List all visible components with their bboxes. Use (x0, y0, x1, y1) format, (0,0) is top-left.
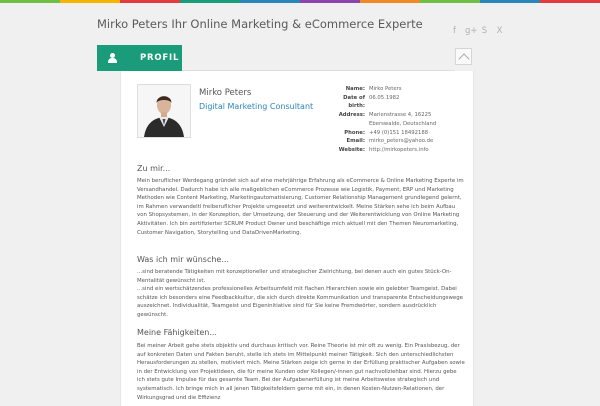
contact-info (331, 85, 439, 155)
skype-icon[interactable]: S (481, 26, 488, 36)
wish-paragraph-2: ...sind ein wertschätzendes professionelles Arbeitsumfeld mit flachen Hierarchien sowie ein gelebter Teamgeist. Dabei schätze ich besonders eine Feedbackkultur, die sich durch direkte Kommunikation und transparente Entscheidungswege auszeichnet. Individualität, Teamgeist und Eigeninitiative sind für Sie keine Fremdwörter, sondern ausdrücklich gewünscht. (137, 286, 463, 318)
profile-photo (137, 84, 191, 138)
about-heading: Zu mir... (137, 164, 171, 173)
wish-heading: Was ich mir wünsche... (137, 255, 229, 264)
color-bar-segment (60, 0, 120, 3)
info-value: Eberswalde, Deutschland (369, 120, 437, 127)
skills-paragraph: Bei meiner Arbeit gehe stets objektiv und durchaus kritisch vor. Reine Theorie ist mir oft zu wenig. Ein Praxisbezug, der auf konkreten Daten und Fakten beruht, stelle ich stets im Mittelpunkt meiner Tätigkeit. Sich den unterschiedlichsten Herausforderungen zu stellen, motiviert mich. Meine Stärken zeige ich gerne in der Erfüllung praktischer Aufgaben sowie in der Entwicklung von Projektideen, die für meine Kunden oder Kollegen/-innen gut nachvollziehbar sind. Hierzu gebe ich stets gute Impulse für das gesamte Team. Bei der Aufgabenerfüllung ist meine Arbeitsweise strategisch und systematisch. Ich bringe mich in all jenen Tätigkeitsfeldern gerne mit ein, in denen Kosten-Nutzen-Relationen, der Wirkungsgrad und die Effizienz (137, 343, 465, 401)
website-link[interactable]: http://mirkopeters.info (369, 146, 429, 153)
info-key (331, 120, 369, 129)
google-plus-icon[interactable]: g+ (465, 26, 478, 36)
color-bar (0, 0, 600, 3)
color-bar-segment (360, 0, 420, 3)
facebook-icon[interactable]: f (453, 26, 456, 36)
tab-profil[interactable] (97, 45, 182, 71)
info-row (331, 111, 439, 120)
color-bar-segment (480, 0, 540, 3)
profile-name: Mirko Peters (199, 88, 252, 98)
color-bar-segment (420, 0, 480, 3)
info-row (331, 85, 439, 94)
color-bar-segment (540, 0, 600, 3)
xing-icon[interactable]: X (496, 26, 503, 36)
info-key: Email: (346, 138, 365, 145)
info-row (331, 120, 439, 129)
about-paragraph: Mein beruflicher Werdegang gründet sich auf eine mehrjährige Erfahrung als eCommerce & Online Marketing Experte im Versandhandel. Dadurch habe ich alle maßgeblichen eCommerce Prozesse wie Logistik, Payment, ERP und Marketing Methoden wie Content Marketing, Marketingautomatisierung, Customer Relationship Management grundlegend gelernt, im Rahmen verwandeltl freiberuflicher Projekte umgesetzt und weiterentwickelt. Meine Stärken sehe ich beim Aufbau von Shopsystemen, in der Konzeption, der Umsetzung, der Steuerung und der Weiterentwicklung von Online Marketing Aktivitäten. Ich bin zertifizierter SCRUM Product Owner und beschäftige mich aktuell mit den Themen Neuromarketing, Customer Navigation, Storytelling und DataDrivenMarketing. (137, 178, 464, 236)
info-value: 06.05.1982 (369, 94, 400, 101)
portrait-image (138, 85, 190, 137)
color-bar-segment (120, 0, 180, 3)
info-key: Address: (338, 112, 365, 119)
info-value: Marienstrasse 4, 16225 (369, 112, 432, 119)
color-bar-segment (300, 0, 360, 3)
info-key: Date of (343, 94, 365, 101)
info-key: Phone: (344, 129, 365, 136)
info-value: Mirko Peters (369, 86, 402, 92)
info-value[interactable]: mirko_peters@yahoo.de (369, 138, 434, 145)
color-bar-segment (240, 0, 300, 3)
user-icon (107, 53, 118, 63)
info-row (331, 102, 439, 111)
color-bar-segment (0, 0, 60, 3)
info-key: Website: (338, 146, 365, 153)
profile-role: Digital Marketing Consultant (199, 102, 314, 111)
site-title[interactable]: Mirko Peters Ihr Online Marketing & eCommerce Experte (97, 17, 423, 31)
info-key: birth: (348, 103, 365, 110)
info-row (331, 146, 439, 155)
tab-profil-label: PROFIL (140, 53, 180, 63)
info-row (331, 129, 439, 138)
info-row (331, 94, 439, 103)
skills-text (137, 342, 465, 402)
info-value: +49 (0)151 18492188 (369, 129, 429, 136)
info-value (369, 102, 439, 111)
about-text (137, 177, 465, 237)
social-links (450, 26, 504, 36)
info-row (331, 137, 439, 146)
color-bar-segment (180, 0, 240, 3)
wish-paragraph-1: ...sind beratende Tätigkeiten mit konzeptioneller und strategischer Zielrichtung, bei denen auch ein gutes Stück-On-Mentalität gewünscht ist. (137, 269, 452, 284)
skills-heading: Meine Fähigkeiten... (137, 328, 217, 337)
info-key: Name: (345, 86, 365, 92)
wish-text (137, 268, 465, 320)
collapse-up-button[interactable] (455, 48, 472, 65)
